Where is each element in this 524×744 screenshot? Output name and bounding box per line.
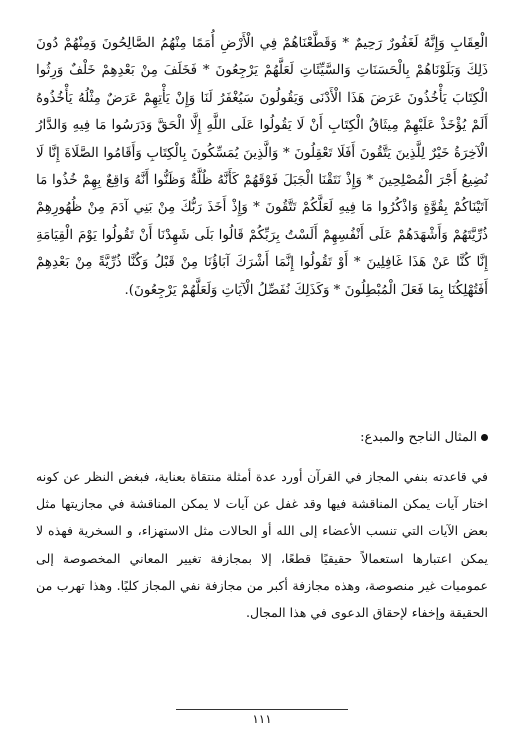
- body-text: في قاعدته بنفي المجاز في القرآن أورد عدة أمثلة منتقاة بعناية، فبغض النظر عن كونه اختار آيات يمكن المناقشة فيها وقد غفل عن آيات لا يمكن المناقشة في مجازيتها مثل بعض الآيات التي تنسب الأعضاء إلى الله أو الحالات مثل الاستهزاء، و السخرية فهذه لا يمكن اعتبارها استعمالاً حقيقيًا قطعًا، إلا بمجازفة تغيير المعاني المخصوصة إلى عموميات غير منصوصة، وهذه مجازفة أكبر من مجازفة نفي المجاز كليًا. وهذا تهرب من الحقيقة وإخفاء لإحقاق الدعوى في هذا المجال.: [36, 469, 488, 621]
- bullet-icon: [481, 434, 488, 441]
- section-heading: [360, 430, 488, 445]
- page-number: ١١١: [252, 712, 272, 726]
- section-heading-text: المثال الناجح والمبدع:: [360, 430, 477, 445]
- body-paragraph: [36, 463, 488, 626]
- quran-text: الْعِقَابِ وَإِنَّهُ لَغَفُورٌ رَحِيمٌ * وَقَطَّعْنَاهُمْ فِي الْأَرْضِ أُمَمًا مِنْهُمُ الصَّالِحُونَ وَمِنْهُمْ دُونَ ذَلِكَ وَبَلَوْنَاهُمْ بِالْحَسَنَاتِ وَالسَّيِّئَاتِ لَعَلَّهُمْ يَرْجِعُونَ * فَخَلَفَ مِنْ بَعْدِهِمْ خَلْفٌ وَرِثُوا الْكِتَابَ يَأْخُذُونَ عَرَضَ هَذَا الْأَدْنَى وَيَقُولُونَ سَيُغْفَرُ لَنَا وَإِنْ يَأْتِهِمْ عَرَضٌ مِثْلُهُ يَأْخُذُوهُ أَلَمْ يُؤْخَذْ عَلَيْهِمْ مِيثَاقُ الْكِتَابِ أَنْ لَا يَقُولُوا عَلَى اللَّهِ إِلَّا الْحَقَّ وَدَرَسُوا مَا فِيهِ وَالدَّارُ الْآخِرَةُ خَيْرٌ لِلَّذِينَ يَتَّقُونَ أَفَلَا تَعْقِلُونَ * وَالَّذِينَ يُمَسِّكُونَ بِالْكِتَابِ وَأَقَامُوا الصَّلَاةَ إِنَّا لَا نُضِيعُ أَجْرَ الْمُصْلِحِينَ * وَإِذْ نَتَقْنَا الْجَبَلَ فَوْقَهُمْ كَأَنَّهُ ظُلَّةٌ وَظَنُّوا أَنَّهُ وَاقِعٌ بِهِمْ خُذُوا مَا آتَيْنَاكُمْ بِقُوَّةٍ وَاذْكُرُوا مَا فِيهِ لَعَلَّكُمْ تَتَّقُونَ * وَإِذْ أَخَذَ رَبُّكَ مِنْ بَنِي آدَمَ مِنْ ظُهُورِهِمْ ذُرِّيَّتَهُمْ وَأَشْهَدَهُمْ عَلَى أَنْفُسِهِمْ أَلَسْتُ بِرَبِّكُمْ قَالُوا بَلَى شَهِدْنَا أَنْ تَقُولُوا يَوْمَ الْقِيَامَةِ إِنَّا كُنَّا عَنْ هَذَا غَافِلِينَ * أَوْ تَقُولُوا إِنَّمَا أَشْرَكَ آبَاؤُنَا مِنْ قَبْلُ وَكُنَّا ذُرِّيَّةً مِنْ بَعْدِهِمْ أَفَتُهْلِكُنَا بِمَا فَعَلَ الْمُبْطِلُونَ * وَكَذَلِكَ نُفَصِّلُ الْآيَاتِ وَلَعَلَّهُمْ يَرْجِعُونَ).: [36, 36, 488, 298]
- footer-rule: [176, 709, 348, 710]
- quran-passage: [36, 30, 488, 304]
